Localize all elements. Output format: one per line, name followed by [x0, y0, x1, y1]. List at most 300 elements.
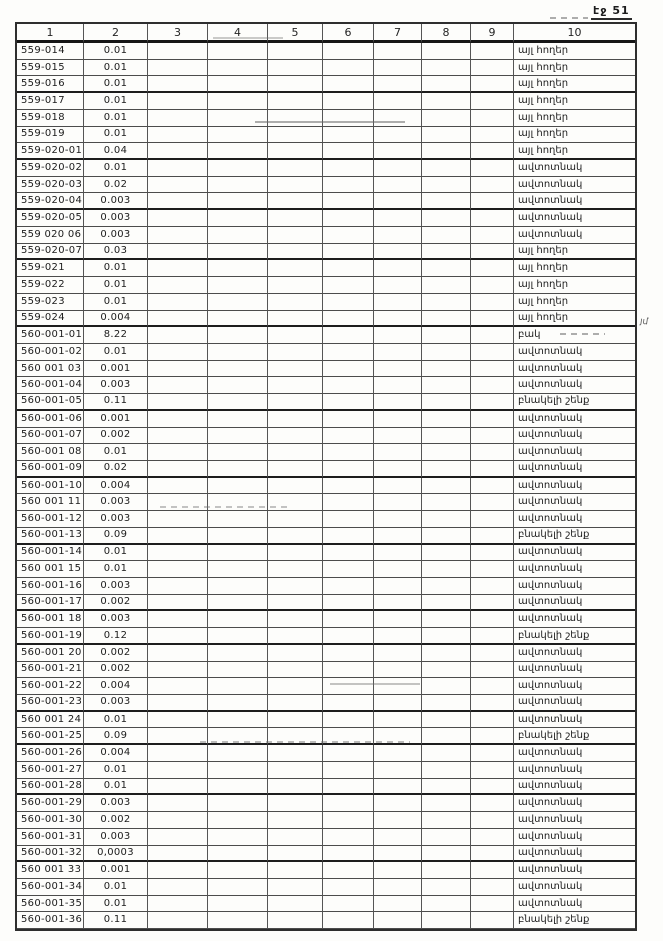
empty-cell: [374, 745, 422, 762]
empty-cell: [471, 227, 514, 244]
empty-cell: [422, 628, 471, 645]
empty-cell: [268, 160, 323, 177]
empty-cell: [268, 311, 323, 328]
empty-cell: [268, 277, 323, 294]
empty-cell: [323, 478, 374, 495]
empty-cell: [148, 862, 208, 879]
empty-cell: [323, 762, 374, 779]
row-code-cell: 560-001-21: [17, 662, 84, 679]
area-value-cell: 0.001: [84, 411, 148, 428]
area-value-cell: 0.01: [84, 779, 148, 796]
empty-cell: [268, 193, 323, 210]
land-use-cell: ավտոտնակ: [514, 812, 635, 829]
row-code-cell: 560-001-12: [17, 511, 84, 528]
area-value-cell: 0.01: [84, 60, 148, 77]
area-value-cell: 0.003: [84, 193, 148, 210]
empty-cell: [422, 193, 471, 210]
empty-cell: [374, 812, 422, 829]
row-code-cell: 560-001-17: [17, 595, 84, 612]
row-code-cell: 560-001-32: [17, 846, 84, 863]
empty-cell: [374, 795, 422, 812]
empty-cell: [268, 344, 323, 361]
land-use-cell: այլ հողեր: [514, 277, 635, 294]
empty-cell: [208, 611, 268, 628]
empty-cell: [268, 912, 323, 929]
land-use-cell: այլ հողեր: [514, 60, 635, 77]
empty-cell: [471, 394, 514, 411]
column-header: 4: [208, 24, 268, 43]
empty-cell: [374, 645, 422, 662]
empty-cell: [471, 779, 514, 796]
row-code-cell: 560-001-19: [17, 628, 84, 645]
column-header: 1: [17, 24, 84, 43]
empty-cell: [422, 160, 471, 177]
empty-cell: [208, 260, 268, 277]
empty-cell: [148, 846, 208, 863]
row-code-cell: 559-016: [17, 76, 84, 93]
empty-cell: [208, 595, 268, 612]
empty-cell: [422, 227, 471, 244]
row-code-cell: 560-001-13: [17, 528, 84, 545]
empty-cell: [323, 294, 374, 311]
empty-cell: [148, 294, 208, 311]
empty-cell: [148, 695, 208, 712]
empty-cell: [323, 127, 374, 144]
empty-cell: [208, 411, 268, 428]
empty-cell: [268, 645, 323, 662]
empty-cell: [148, 578, 208, 595]
empty-cell: [374, 578, 422, 595]
empty-cell: [208, 93, 268, 110]
empty-cell: [148, 394, 208, 411]
empty-cell: [374, 695, 422, 712]
empty-cell: [323, 645, 374, 662]
empty-cell: [323, 846, 374, 863]
empty-cell: [323, 728, 374, 745]
empty-cell: [422, 728, 471, 745]
empty-cell: [471, 244, 514, 261]
empty-cell: [323, 511, 374, 528]
empty-cell: [208, 344, 268, 361]
empty-cell: [323, 528, 374, 545]
empty-cell: [471, 611, 514, 628]
empty-cell: [471, 762, 514, 779]
empty-cell: [422, 662, 471, 679]
empty-cell: [208, 511, 268, 528]
area-value-cell: 0.01: [84, 545, 148, 562]
empty-cell: [268, 361, 323, 378]
empty-cell: [268, 879, 323, 896]
empty-cell: [471, 143, 514, 160]
area-value-cell: 0.003: [84, 695, 148, 712]
empty-cell: [208, 829, 268, 846]
empty-cell: [422, 244, 471, 261]
area-value-cell: 0.004: [84, 478, 148, 495]
empty-cell: [323, 545, 374, 562]
empty-cell: [374, 294, 422, 311]
empty-cell: [374, 762, 422, 779]
empty-cell: [422, 461, 471, 478]
empty-cell: [148, 611, 208, 628]
empty-cell: [268, 795, 323, 812]
land-use-cell: ավտոտնակ: [514, 210, 635, 227]
empty-cell: [208, 177, 268, 194]
empty-cell: [422, 578, 471, 595]
empty-cell: [148, 160, 208, 177]
empty-cell: [208, 277, 268, 294]
empty-cell: [374, 127, 422, 144]
empty-cell: [148, 762, 208, 779]
empty-cell: [268, 143, 323, 160]
empty-cell: [471, 528, 514, 545]
area-value-cell: 0,0003: [84, 846, 148, 863]
empty-cell: [268, 812, 323, 829]
empty-cell: [268, 511, 323, 528]
land-use-cell: ավտոտնակ: [514, 779, 635, 796]
empty-cell: [374, 846, 422, 863]
empty-cell: [323, 277, 374, 294]
empty-cell: [323, 411, 374, 428]
empty-cell: [422, 344, 471, 361]
empty-cell: [208, 628, 268, 645]
row-code-cell: 559-020-02: [17, 160, 84, 177]
scan-artifact: [550, 17, 588, 19]
empty-cell: [268, 545, 323, 562]
empty-cell: [268, 244, 323, 261]
empty-cell: [148, 311, 208, 328]
row-code-cell: 560-001-31: [17, 829, 84, 846]
row-code-cell: 560-001-36: [17, 912, 84, 929]
area-value-cell: 0.003: [84, 829, 148, 846]
land-use-cell: ավտոտնակ: [514, 494, 635, 511]
land-use-cell: բակ: [514, 327, 635, 344]
empty-cell: [148, 912, 208, 929]
row-code-cell: 560-001-06: [17, 411, 84, 428]
empty-cell: [148, 93, 208, 110]
empty-cell: [148, 812, 208, 829]
empty-cell: [422, 444, 471, 461]
empty-cell: [208, 545, 268, 562]
empty-cell: [374, 628, 422, 645]
empty-cell: [471, 311, 514, 328]
area-value-cell: 0.09: [84, 528, 148, 545]
empty-cell: [374, 879, 422, 896]
empty-cell: [148, 461, 208, 478]
empty-cell: [323, 862, 374, 879]
empty-cell: [374, 728, 422, 745]
empty-cell: [422, 361, 471, 378]
land-use-cell: ավտոտնակ: [514, 428, 635, 445]
empty-cell: [422, 127, 471, 144]
empty-cell: [148, 428, 208, 445]
row-code-cell: 560-001-27: [17, 762, 84, 779]
row-code-cell: 560-001-02: [17, 344, 84, 361]
empty-cell: [148, 110, 208, 127]
empty-cell: [471, 411, 514, 428]
empty-cell: [374, 143, 422, 160]
empty-cell: [268, 260, 323, 277]
empty-cell: [208, 110, 268, 127]
empty-cell: [471, 428, 514, 445]
row-code-cell: 560 001 03: [17, 361, 84, 378]
area-value-cell: 0.002: [84, 428, 148, 445]
empty-cell: [148, 678, 208, 695]
empty-cell: [471, 795, 514, 812]
empty-cell: [471, 43, 514, 60]
area-value-cell: 0.003: [84, 494, 148, 511]
empty-cell: [422, 846, 471, 863]
empty-cell: [471, 160, 514, 177]
empty-cell: [323, 896, 374, 913]
empty-cell: [422, 511, 471, 528]
empty-cell: [148, 43, 208, 60]
land-use-cell: այլ հողեր: [514, 244, 635, 261]
empty-cell: [323, 143, 374, 160]
empty-cell: [208, 394, 268, 411]
empty-cell: [422, 611, 471, 628]
empty-cell: [471, 127, 514, 144]
empty-cell: [148, 628, 208, 645]
empty-cell: [323, 578, 374, 595]
empty-cell: [148, 595, 208, 612]
area-value-cell: 0.004: [84, 311, 148, 328]
empty-cell: [148, 193, 208, 210]
empty-cell: [148, 528, 208, 545]
empty-cell: [471, 494, 514, 511]
land-use-cell: բնակելի շենք: [514, 394, 635, 411]
empty-cell: [323, 494, 374, 511]
area-value-cell: 0.002: [84, 645, 148, 662]
area-value-cell: 0.002: [84, 812, 148, 829]
row-code-cell: 560 001 11: [17, 494, 84, 511]
empty-cell: [208, 578, 268, 595]
area-value-cell: 0.01: [84, 110, 148, 127]
land-use-cell: բնակելի շենք: [514, 628, 635, 645]
column-header: 6: [323, 24, 374, 43]
empty-cell: [208, 645, 268, 662]
empty-cell: [471, 829, 514, 846]
area-value-cell: 0.002: [84, 662, 148, 679]
row-code-cell: 560-001-26: [17, 745, 84, 762]
page-number-label: էջ 51: [591, 4, 632, 20]
empty-cell: [208, 795, 268, 812]
empty-cell: [374, 428, 422, 445]
empty-cell: [422, 60, 471, 77]
empty-cell: [374, 595, 422, 612]
empty-cell: [323, 879, 374, 896]
land-use-cell: ավտոտնակ: [514, 160, 635, 177]
empty-cell: [471, 595, 514, 612]
row-code-cell: 560 001 33: [17, 862, 84, 879]
empty-cell: [268, 712, 323, 729]
land-use-cell: բնակելի շենք: [514, 912, 635, 929]
empty-cell: [148, 260, 208, 277]
land-use-cell: ավտոտնակ: [514, 795, 635, 812]
row-code-cell: 559-022: [17, 277, 84, 294]
empty-cell: [422, 812, 471, 829]
empty-cell: [374, 93, 422, 110]
empty-cell: [422, 712, 471, 729]
empty-cell: [268, 678, 323, 695]
area-value-cell: 0.01: [84, 762, 148, 779]
empty-cell: [471, 879, 514, 896]
empty-cell: [208, 43, 268, 60]
empty-cell: [374, 361, 422, 378]
empty-cell: [471, 846, 514, 863]
empty-cell: [208, 377, 268, 394]
empty-cell: [208, 193, 268, 210]
area-value-cell: 0.003: [84, 377, 148, 394]
empty-cell: [422, 561, 471, 578]
empty-cell: [208, 528, 268, 545]
empty-cell: [374, 779, 422, 796]
empty-cell: [471, 511, 514, 528]
empty-cell: [148, 896, 208, 913]
empty-cell: [208, 879, 268, 896]
area-value-cell: 0.003: [84, 210, 148, 227]
empty-cell: [208, 712, 268, 729]
empty-cell: [422, 779, 471, 796]
row-code-cell: 560 001 15: [17, 561, 84, 578]
empty-cell: [148, 127, 208, 144]
land-use-cell: այլ հողեր: [514, 93, 635, 110]
land-use-cell: ավտոտնակ: [514, 712, 635, 729]
row-code-cell: 560-001-22: [17, 678, 84, 695]
empty-cell: [374, 160, 422, 177]
empty-cell: [208, 361, 268, 378]
empty-cell: [422, 595, 471, 612]
land-use-cell: ավտոտնակ: [514, 227, 635, 244]
row-code-cell: 559-019: [17, 127, 84, 144]
empty-cell: [148, 545, 208, 562]
empty-cell: [323, 361, 374, 378]
empty-cell: [323, 344, 374, 361]
empty-cell: [422, 896, 471, 913]
row-code-cell: 560 001 24: [17, 712, 84, 729]
empty-cell: [268, 561, 323, 578]
empty-cell: [148, 494, 208, 511]
empty-cell: [471, 444, 514, 461]
empty-cell: [268, 695, 323, 712]
area-value-cell: 0.01: [84, 160, 148, 177]
column-header: 10: [514, 24, 635, 43]
empty-cell: [374, 829, 422, 846]
empty-cell: [323, 110, 374, 127]
land-use-cell: ավտոտնակ: [514, 745, 635, 762]
land-use-cell: ավտոտնակ: [514, 511, 635, 528]
empty-cell: [323, 311, 374, 328]
empty-cell: [422, 678, 471, 695]
land-use-cell: ավտոտնակ: [514, 193, 635, 210]
row-code-cell: 559-021: [17, 260, 84, 277]
area-value-cell: 0.003: [84, 511, 148, 528]
empty-cell: [208, 762, 268, 779]
row-code-cell: 560-001 08: [17, 444, 84, 461]
land-use-cell: ավտոտնակ: [514, 662, 635, 679]
empty-cell: [471, 678, 514, 695]
land-use-cell: ավտոտնակ: [514, 177, 635, 194]
empty-cell: [268, 662, 323, 679]
row-code-cell: 560-001-09: [17, 461, 84, 478]
empty-cell: [268, 411, 323, 428]
land-use-cell: ավտոտնակ: [514, 377, 635, 394]
empty-cell: [323, 394, 374, 411]
empty-cell: [374, 193, 422, 210]
land-use-cell: ավտոտնակ: [514, 678, 635, 695]
empty-cell: [471, 93, 514, 110]
area-value-cell: 0.001: [84, 862, 148, 879]
empty-cell: [148, 444, 208, 461]
row-code-cell: 560-001-16: [17, 578, 84, 595]
empty-cell: [422, 528, 471, 545]
empty-cell: [323, 595, 374, 612]
area-value-cell: 0.02: [84, 461, 148, 478]
area-value-cell: 0.01: [84, 76, 148, 93]
empty-cell: [374, 227, 422, 244]
empty-cell: [471, 361, 514, 378]
land-use-cell: ավտոտնակ: [514, 762, 635, 779]
empty-cell: [268, 611, 323, 628]
empty-cell: [268, 210, 323, 227]
empty-cell: [422, 76, 471, 93]
empty-cell: [422, 143, 471, 160]
empty-cell: [471, 862, 514, 879]
empty-cell: [323, 812, 374, 829]
empty-cell: [268, 779, 323, 796]
row-code-cell: 559-020-07: [17, 244, 84, 261]
empty-cell: [323, 160, 374, 177]
land-use-cell: այլ հողեր: [514, 110, 635, 127]
empty-cell: [471, 327, 514, 344]
empty-cell: [268, 327, 323, 344]
column-header: 9: [471, 24, 514, 43]
empty-cell: [374, 678, 422, 695]
empty-cell: [374, 210, 422, 227]
empty-cell: [422, 177, 471, 194]
empty-cell: [422, 745, 471, 762]
empty-cell: [268, 93, 323, 110]
empty-cell: [374, 76, 422, 93]
empty-cell: [148, 662, 208, 679]
empty-cell: [374, 545, 422, 562]
empty-cell: [471, 377, 514, 394]
row-code-cell: 559-015: [17, 60, 84, 77]
empty-cell: [148, 511, 208, 528]
row-code-cell: 560-001-35: [17, 896, 84, 913]
row-code-cell: 560-001-10: [17, 478, 84, 495]
empty-cell: [471, 628, 514, 645]
empty-cell: [422, 478, 471, 495]
empty-cell: [374, 411, 422, 428]
empty-cell: [422, 912, 471, 929]
area-value-cell: 0.01: [84, 561, 148, 578]
empty-cell: [208, 227, 268, 244]
empty-cell: [148, 712, 208, 729]
row-code-cell: 559-024: [17, 311, 84, 328]
empty-cell: [268, 294, 323, 311]
empty-cell: [268, 127, 323, 144]
row-code-cell: 560-001-23: [17, 695, 84, 712]
empty-cell: [422, 411, 471, 428]
empty-cell: [323, 795, 374, 812]
empty-cell: [323, 260, 374, 277]
empty-cell: [208, 444, 268, 461]
empty-cell: [422, 695, 471, 712]
land-use-cell: ավտոտնակ: [514, 879, 635, 896]
empty-cell: [208, 210, 268, 227]
land-use-cell: ավտոտնակ: [514, 846, 635, 863]
land-use-cell: այլ հողեր: [514, 143, 635, 160]
